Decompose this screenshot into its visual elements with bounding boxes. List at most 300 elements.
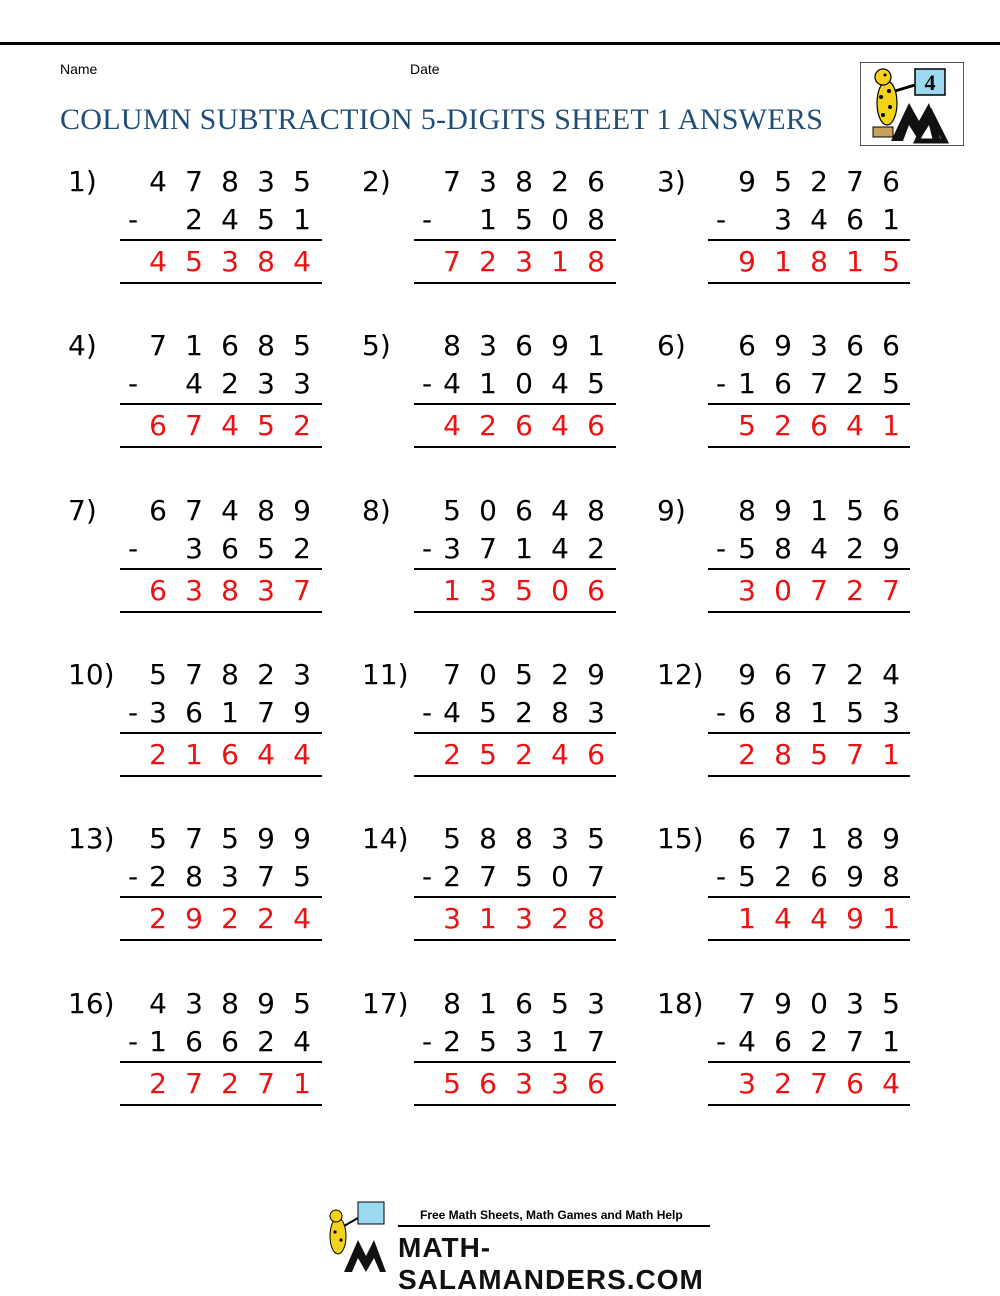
digit: 2 (846, 574, 864, 607)
subtrahend (0, 203, 1000, 239)
problem-number: 16) (68, 987, 115, 1020)
digit: 4 (882, 658, 900, 691)
digit: 1 (882, 738, 900, 771)
digit: 2 (221, 902, 239, 935)
sum-line-bottom (414, 611, 616, 613)
digit: 9 (587, 658, 605, 691)
subtrahend (0, 532, 1000, 568)
digit: 3 (185, 987, 203, 1020)
digit: 5 (587, 822, 605, 855)
digit: 1 (185, 329, 203, 362)
digit: 8 (185, 860, 203, 893)
digit: 7 (185, 409, 203, 442)
digit: 2 (515, 738, 533, 771)
digit: 5 (293, 165, 311, 198)
digit: 6 (738, 822, 756, 855)
digit: 7 (882, 574, 900, 607)
digit: 0 (551, 860, 569, 893)
digit: 5 (293, 987, 311, 1020)
digit: 9 (185, 902, 203, 935)
digit: 4 (221, 203, 239, 236)
digit: 4 (882, 1067, 900, 1100)
digit: 7 (185, 658, 203, 691)
digit: 7 (587, 860, 605, 893)
minus-sign: - (128, 1025, 139, 1058)
digit: 7 (185, 494, 203, 527)
digit: 3 (882, 696, 900, 729)
answer (0, 574, 1000, 610)
digit: 3 (257, 165, 275, 198)
digit: 6 (479, 1067, 497, 1100)
digit: 3 (479, 329, 497, 362)
digit: 4 (293, 1025, 311, 1058)
digit: 8 (774, 738, 792, 771)
answer (0, 902, 1000, 938)
digit: 1 (443, 574, 461, 607)
digit: 6 (774, 1025, 792, 1058)
digit: 9 (257, 987, 275, 1020)
digit: 5 (149, 822, 167, 855)
sum-line-top (708, 896, 910, 898)
digit: 3 (515, 902, 533, 935)
digit: 4 (443, 409, 461, 442)
digit: 7 (774, 822, 792, 855)
footer-logo (320, 1196, 720, 1295)
digit: 0 (515, 367, 533, 400)
digit: 5 (443, 1067, 461, 1100)
digit: 2 (774, 1067, 792, 1100)
digit: 4 (551, 738, 569, 771)
digit: 1 (185, 738, 203, 771)
digit: 2 (221, 367, 239, 400)
sum-line-top (120, 896, 322, 898)
digit: 5 (443, 822, 461, 855)
digit: 1 (479, 203, 497, 236)
minus-sign: - (422, 1025, 433, 1058)
digit: 7 (846, 165, 864, 198)
problem-number: 18) (657, 987, 704, 1020)
digit: 2 (810, 1025, 828, 1058)
digit: 2 (846, 367, 864, 400)
digit: 3 (515, 245, 533, 278)
digit: 0 (810, 987, 828, 1020)
digit: 8 (443, 329, 461, 362)
digit: 6 (882, 165, 900, 198)
digit: 5 (587, 367, 605, 400)
minus-sign: - (716, 367, 727, 400)
sum-line-bottom (120, 282, 322, 284)
sum-line-bottom (708, 939, 910, 941)
problem-number: 15) (657, 822, 704, 855)
digit: 2 (774, 409, 792, 442)
digit: 2 (846, 532, 864, 565)
digit: 3 (738, 574, 756, 607)
digit: 7 (185, 1067, 203, 1100)
top-rule (0, 42, 1000, 45)
digit: 5 (882, 245, 900, 278)
digit: 9 (738, 245, 756, 278)
digit: 4 (443, 696, 461, 729)
sum-line-top (120, 239, 322, 241)
digit: 4 (293, 245, 311, 278)
digit: 5 (515, 203, 533, 236)
minus-sign: - (716, 532, 727, 565)
digit: 6 (185, 1025, 203, 1058)
digit: 3 (587, 987, 605, 1020)
digit: 1 (551, 1025, 569, 1058)
digit: 1 (810, 822, 828, 855)
digit: 7 (810, 367, 828, 400)
digit: 0 (479, 658, 497, 691)
digit: 1 (479, 987, 497, 1020)
sum-line-bottom (120, 611, 322, 613)
digit: 4 (257, 738, 275, 771)
digit: 5 (479, 738, 497, 771)
digit: 6 (587, 574, 605, 607)
problem-number: 14) (362, 822, 409, 855)
sum-line-top (708, 1061, 910, 1063)
digit: 9 (293, 822, 311, 855)
digit: 2 (551, 658, 569, 691)
digit: 4 (293, 738, 311, 771)
digit: 3 (738, 1067, 756, 1100)
digit: 5 (257, 532, 275, 565)
digit: 7 (479, 860, 497, 893)
digit: 6 (515, 409, 533, 442)
digit: 6 (846, 1067, 864, 1100)
digit: 7 (846, 738, 864, 771)
digit: 2 (587, 532, 605, 565)
digit: 6 (221, 738, 239, 771)
digit: 6 (810, 860, 828, 893)
digit: 6 (515, 329, 533, 362)
digit: 8 (221, 987, 239, 1020)
digit: 6 (221, 329, 239, 362)
digit: 8 (738, 494, 756, 527)
answer (0, 738, 1000, 774)
problem-number: 4) (68, 329, 97, 362)
digit: 0 (479, 494, 497, 527)
digit: 0 (774, 574, 792, 607)
digit: 7 (293, 574, 311, 607)
digit: 5 (515, 860, 533, 893)
digit: 7 (185, 822, 203, 855)
sum-line-top (708, 403, 910, 405)
salamander-footer-icon (320, 1200, 398, 1274)
digit: 8 (479, 822, 497, 855)
digit: 6 (882, 494, 900, 527)
digit: 3 (221, 860, 239, 893)
digit: 9 (738, 658, 756, 691)
digit: 4 (149, 245, 167, 278)
digit: 2 (443, 1025, 461, 1058)
digit: 5 (882, 367, 900, 400)
digit: 1 (293, 203, 311, 236)
digit: 8 (587, 245, 605, 278)
problem-number: 3) (657, 165, 686, 198)
digit: 2 (515, 696, 533, 729)
digit: 6 (515, 987, 533, 1020)
digit: 1 (882, 409, 900, 442)
digit: 5 (293, 329, 311, 362)
sum-line-bottom (414, 1104, 616, 1106)
sum-line-bottom (120, 775, 322, 777)
digit: 6 (221, 1025, 239, 1058)
digit: 2 (293, 409, 311, 442)
digit: 2 (149, 738, 167, 771)
salamander-logo-icon (861, 63, 963, 145)
digit: 5 (479, 1025, 497, 1058)
digit: 7 (846, 1025, 864, 1058)
digit: 5 (810, 738, 828, 771)
digit: 1 (882, 1025, 900, 1058)
digit: 5 (515, 658, 533, 691)
digit: 8 (515, 822, 533, 855)
minus-sign: - (422, 367, 433, 400)
digit: 5 (551, 987, 569, 1020)
digit: 1 (738, 902, 756, 935)
minuend (0, 658, 1000, 694)
digit: 1 (479, 902, 497, 935)
digit: 1 (221, 696, 239, 729)
digit: 2 (257, 658, 275, 691)
digit: 4 (774, 902, 792, 935)
digit: 2 (551, 165, 569, 198)
sum-line-top (120, 568, 322, 570)
digit: 5 (185, 245, 203, 278)
sum-line-bottom (414, 775, 616, 777)
digit: 3 (185, 574, 203, 607)
digit: 9 (774, 329, 792, 362)
digit: 6 (221, 532, 239, 565)
digit: 7 (149, 329, 167, 362)
sum-line-bottom (120, 1104, 322, 1106)
footer-tagline: Free Math Sheets, Math Games and Math Help (420, 1208, 683, 1222)
digit: 7 (443, 165, 461, 198)
digit: 3 (293, 367, 311, 400)
salamander-logo (860, 62, 964, 146)
digit: 6 (846, 203, 864, 236)
digit: 0 (551, 574, 569, 607)
digit: 6 (774, 367, 792, 400)
digit: 3 (587, 696, 605, 729)
digit: 0 (551, 203, 569, 236)
digit: 4 (846, 409, 864, 442)
digit: 3 (515, 1067, 533, 1100)
logo-number: 4 (924, 70, 936, 95)
digit: 4 (810, 902, 828, 935)
sum-line-bottom (708, 1104, 910, 1106)
digit: 6 (810, 409, 828, 442)
digit: 9 (738, 165, 756, 198)
digit: 7 (257, 1067, 275, 1100)
problem-number: 8) (362, 494, 391, 527)
digit: 8 (257, 245, 275, 278)
digit: 5 (257, 203, 275, 236)
digit: 9 (846, 860, 864, 893)
minus-sign: - (716, 203, 727, 236)
digit: 5 (738, 409, 756, 442)
digit: 9 (774, 494, 792, 527)
digit: 2 (443, 860, 461, 893)
minuend (0, 329, 1000, 365)
digit: 6 (774, 658, 792, 691)
digit: 3 (479, 165, 497, 198)
digit: 6 (149, 494, 167, 527)
digit: 9 (846, 902, 864, 935)
digit: 3 (479, 574, 497, 607)
digit: 2 (257, 1025, 275, 1058)
digit: 6 (738, 696, 756, 729)
digit: 3 (443, 532, 461, 565)
problem-number: 2) (362, 165, 391, 198)
digit: 7 (810, 574, 828, 607)
footer-brand: MATH-SALAMANDERS.COM (398, 1232, 704, 1295)
sum-line-top (414, 239, 616, 241)
digit: 5 (221, 822, 239, 855)
digit: 7 (810, 1067, 828, 1100)
digit: 8 (551, 696, 569, 729)
digit: 6 (149, 409, 167, 442)
sum-line-top (120, 1061, 322, 1063)
digit: 7 (479, 532, 497, 565)
problem-number: 17) (362, 987, 409, 1020)
problem-number: 12) (657, 658, 704, 691)
digit: 1 (846, 245, 864, 278)
minus-sign: - (716, 860, 727, 893)
digit: 4 (551, 409, 569, 442)
problem-number: 6) (657, 329, 686, 362)
digit: 1 (810, 696, 828, 729)
digit: 3 (515, 1025, 533, 1058)
digit: 8 (587, 203, 605, 236)
digit: 5 (479, 696, 497, 729)
digit: 8 (221, 574, 239, 607)
problem-number: 7) (68, 494, 97, 527)
digit: 6 (587, 738, 605, 771)
digit: 8 (774, 532, 792, 565)
sum-line-top (414, 568, 616, 570)
digit: 6 (587, 409, 605, 442)
digit: 1 (882, 203, 900, 236)
sum-line-top (708, 732, 910, 734)
sum-line-bottom (708, 282, 910, 284)
digit: 4 (149, 987, 167, 1020)
digit: 2 (221, 1067, 239, 1100)
digit: 6 (185, 696, 203, 729)
digit: 9 (774, 987, 792, 1020)
digit: 5 (515, 574, 533, 607)
sum-line-top (120, 403, 322, 405)
problem-number: 1) (68, 165, 97, 198)
digit: 8 (443, 987, 461, 1020)
digit: 1 (515, 532, 533, 565)
digit: 3 (551, 822, 569, 855)
digit: 5 (882, 987, 900, 1020)
digit: 8 (257, 329, 275, 362)
digit: 9 (257, 822, 275, 855)
digit: 7 (587, 1025, 605, 1058)
sum-line-bottom (708, 446, 910, 448)
digit: 8 (221, 658, 239, 691)
subtrahend (0, 367, 1000, 403)
problem-number: 13) (68, 822, 115, 855)
page-title: COLUMN SUBTRACTION 5-DIGITS SHEET 1 ANSWERS (60, 103, 824, 136)
minus-sign: - (422, 696, 433, 729)
problem-number: 9) (657, 494, 686, 527)
digit: 8 (587, 902, 605, 935)
digit: 4 (551, 367, 569, 400)
digit: 2 (185, 203, 203, 236)
digit: 7 (185, 165, 203, 198)
digit: 6 (515, 494, 533, 527)
digit: 8 (846, 822, 864, 855)
sum-line-bottom (414, 446, 616, 448)
digit: 3 (293, 658, 311, 691)
digit: 3 (443, 902, 461, 935)
digit: 4 (221, 409, 239, 442)
digit: 1 (738, 367, 756, 400)
digit: 7 (443, 658, 461, 691)
digit: 7 (738, 987, 756, 1020)
problem-number: 10) (68, 658, 115, 691)
sum-line-top (414, 1061, 616, 1063)
answer (0, 245, 1000, 281)
digit: 8 (257, 494, 275, 527)
digit: 4 (149, 165, 167, 198)
digit: 2 (774, 860, 792, 893)
digit: 2 (257, 902, 275, 935)
digit: 8 (515, 165, 533, 198)
digit: 9 (551, 329, 569, 362)
digit: 9 (293, 696, 311, 729)
digit: 7 (443, 245, 461, 278)
digit: 3 (846, 987, 864, 1020)
sum-line-bottom (708, 611, 910, 613)
digit: 7 (257, 696, 275, 729)
digit: 7 (257, 860, 275, 893)
digit: 2 (738, 738, 756, 771)
minus-sign: - (422, 860, 433, 893)
minus-sign: - (716, 696, 727, 729)
digit: 2 (443, 738, 461, 771)
digit: 3 (774, 203, 792, 236)
minuend (0, 165, 1000, 201)
sum-line-bottom (120, 939, 322, 941)
digit: 5 (443, 494, 461, 527)
minus-sign: - (128, 367, 139, 400)
digit: 1 (293, 1067, 311, 1100)
digit: 4 (443, 367, 461, 400)
answer (0, 1067, 1000, 1103)
minus-sign: - (716, 1025, 727, 1058)
digit: 3 (257, 367, 275, 400)
digit: 5 (738, 532, 756, 565)
digit: 5 (774, 165, 792, 198)
digit: 8 (774, 696, 792, 729)
digit: 5 (738, 860, 756, 893)
subtrahend (0, 860, 1000, 896)
subtrahend (0, 1025, 1000, 1061)
digit: 7 (810, 658, 828, 691)
date-label: Date (410, 61, 440, 77)
digit: 4 (738, 1025, 756, 1058)
sum-line-bottom (414, 282, 616, 284)
digit: 6 (738, 329, 756, 362)
minus-sign: - (128, 696, 139, 729)
sum-line-top (414, 896, 616, 898)
digit: 2 (293, 532, 311, 565)
